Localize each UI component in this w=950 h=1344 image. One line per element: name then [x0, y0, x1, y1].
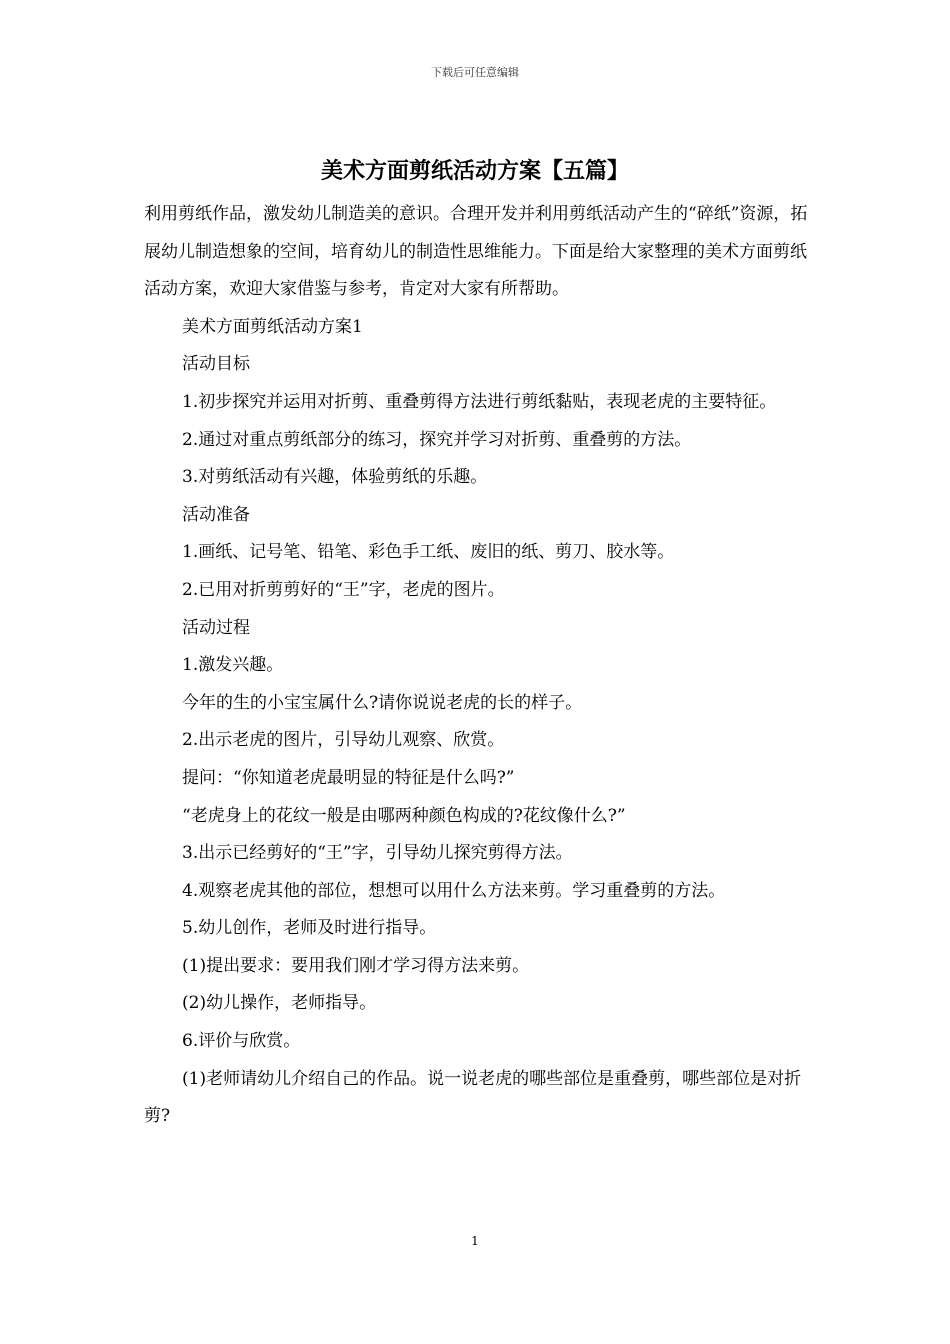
process-step-3: 3.出示已经剪好的“王”字，引导幼儿探究剪得方法。 — [182, 843, 573, 864]
process-step-6-sub-1: (1)老师请幼儿介绍自己的作品。说一说老虎的哪些部位是重叠剪，哪些部位是对折剪? — [144, 1068, 802, 1127]
goal-item-1: 1.初步探究并运用对折剪、重叠剪得方法进行剪纸黏贴，表现老虎的主要特征。 — [182, 391, 777, 412]
process-step-2-question-2: “老虎身上的花纹一般是由哪两种颜色构成的?花纹像什么?” — [182, 805, 626, 826]
section-heading-process: 活动过程 — [182, 617, 250, 638]
preparation-item-2: 2.已用对折剪剪好的“王”字，老虎的图片。 — [182, 579, 505, 600]
preparation-item-1: 1.画纸、记号笔、铅笔、彩色手工纸、废旧的纸、剪刀、胶水等。 — [182, 542, 675, 563]
process-step-5-sub-2: (2)幼儿操作，老师指导。 — [182, 993, 377, 1014]
section-heading-plan-1: 美术方面剪纸活动方案1 — [182, 316, 363, 337]
process-step-5: 5.幼儿创作，老师及时进行指导。 — [182, 918, 437, 939]
process-step-5-sub-1: (1)提出要求：要用我们刚才学习得方法来剪。 — [182, 955, 530, 976]
process-step-2: 2.出示老虎的图片，引导幼儿观察、欣赏。 — [182, 730, 505, 751]
process-step-4: 4.观察老虎其他的部位，想想可以用什么方法来剪。学习重叠剪的方法。 — [182, 880, 726, 901]
intro-paragraph: 利用剪纸作品，激发幼儿制造美的意识。合理开发并利用剪纸活动产生的“碎纸”资源，拓展幼儿制造想象的空间，培育幼儿的制造性思维能力。下面是给大家整理的美术方面剪纸活动方案，欢迎大家借鉴与参考，肯定对大家有所帮助。 — [144, 204, 808, 300]
header-note: 下载后可任意编辑 — [431, 66, 519, 79]
process-step-6: 6.评价与欣赏。 — [182, 1031, 301, 1052]
section-heading-preparation: 活动准备 — [182, 504, 250, 525]
page-number: 1 — [471, 1234, 479, 1248]
process-step-1: 1.激发兴趣。 — [182, 655, 284, 676]
goal-item-2: 2.通过对重点剪纸部分的练习，探究并学习对折剪、重叠剪的方法。 — [182, 429, 692, 450]
process-step-1-detail: 今年的生的小宝宝属什么?请你说说老虎的长的样子。 — [182, 692, 583, 713]
document-body — [144, 196, 808, 1136]
section-heading-goals: 活动目标 — [182, 354, 250, 375]
page-title: 美术方面剪纸活动方案【五篇】 — [320, 158, 629, 184]
goal-item-3: 3.对剪纸活动有兴趣，体验剪纸的乐趣。 — [182, 467, 488, 488]
process-step-2-question-1: 提问：“你知道老虎最明显的特征是什么吗?” — [182, 767, 515, 788]
